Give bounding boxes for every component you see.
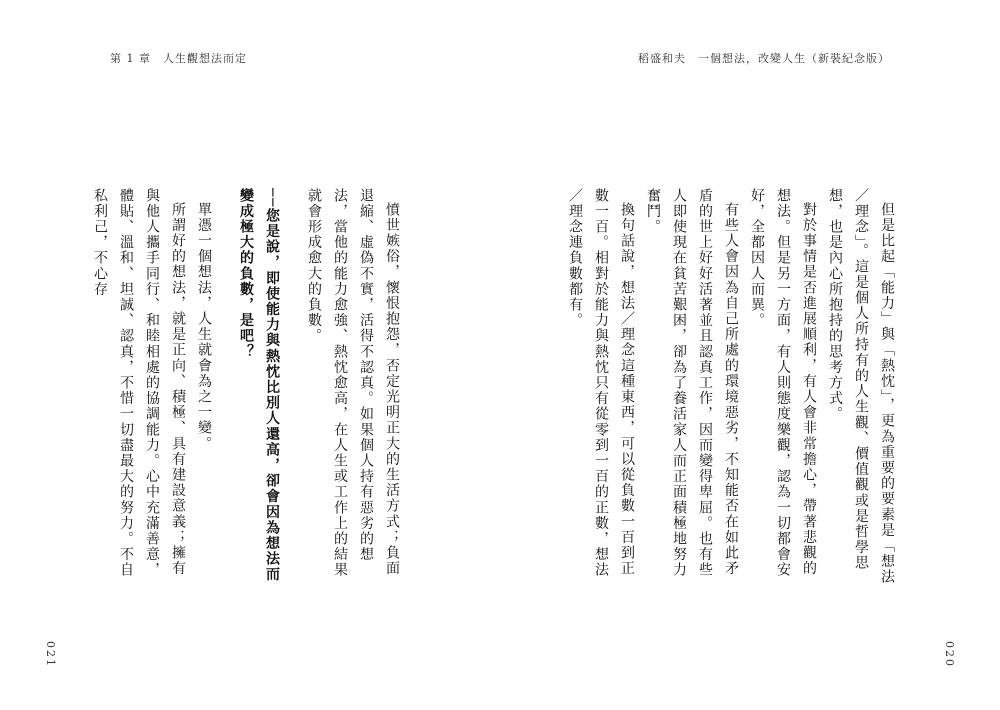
chapter-running-head: 第 1 章 人生觀想法而定 <box>110 52 247 65</box>
paragraph: 但是比起「能力」與「熱忱」，更為重要的要素是「想法／理念」。這是個人所持有的人生觀、價值觀或是哲學思想，也是內心所抱持的思考方式。 <box>827 188 895 585</box>
right-body-text <box>567 188 900 588</box>
right-page <box>500 0 1000 710</box>
left-body-text <box>75 188 405 588</box>
page-number: 020 <box>943 641 956 668</box>
paragraph: 憤世嫉俗，懷恨抱怨，否定光明正大的生活方式；負面退縮、虛偽不實，活得不認真。如果個人持有惡劣的想法，當他的能力愈強、熱忱愈高，在人生或工作上的結果就會形成愈大的負數。 <box>306 188 400 578</box>
interview-question: ──您是說，即使能力與熱忱比別人還高，卻會因為想法而變成極大的負數，是吧？ <box>238 188 280 583</box>
paragraph: 所謂好的想法，就是正向、積極、具有建設意義；擁有與他人攜手同行、和睦相處的協調能力。心中充滿善意，體貼、溫和、坦誠、認真，不惜一切盡最大的努力。不自私利己，不心存 <box>92 188 186 578</box>
paragraph: 單憑一個想法，人生就會為之一變。 <box>196 202 212 452</box>
page-number: 021 <box>44 641 57 668</box>
paragraph: 換句話說，想法／理念這種東西，可以從負數一百到正數一百。相對於能力與熱忱只有從零到一百的正數，想法／理念連負數都有。 <box>567 188 635 578</box>
paragraph: 對於事情是否進展順利，有人會非常擔心，帶著悲觀的想法。但是另一方面，有人則態度樂觀，認為一切都會安好，全都因人而異。 <box>749 188 817 578</box>
paragraph: 有些人會因為自己所處的環境惡劣，不知能否在如此矛盾的世上好好活著並且認真工作，因而變得卑屈。也有些人即使現在貧苦艱困，卻為了養活家人而正面積極地努力奮鬥。 <box>645 188 739 578</box>
book-title-running-head: 稻盛和夫 一個想法，改變人生（新裝紀念版） <box>638 52 890 65</box>
